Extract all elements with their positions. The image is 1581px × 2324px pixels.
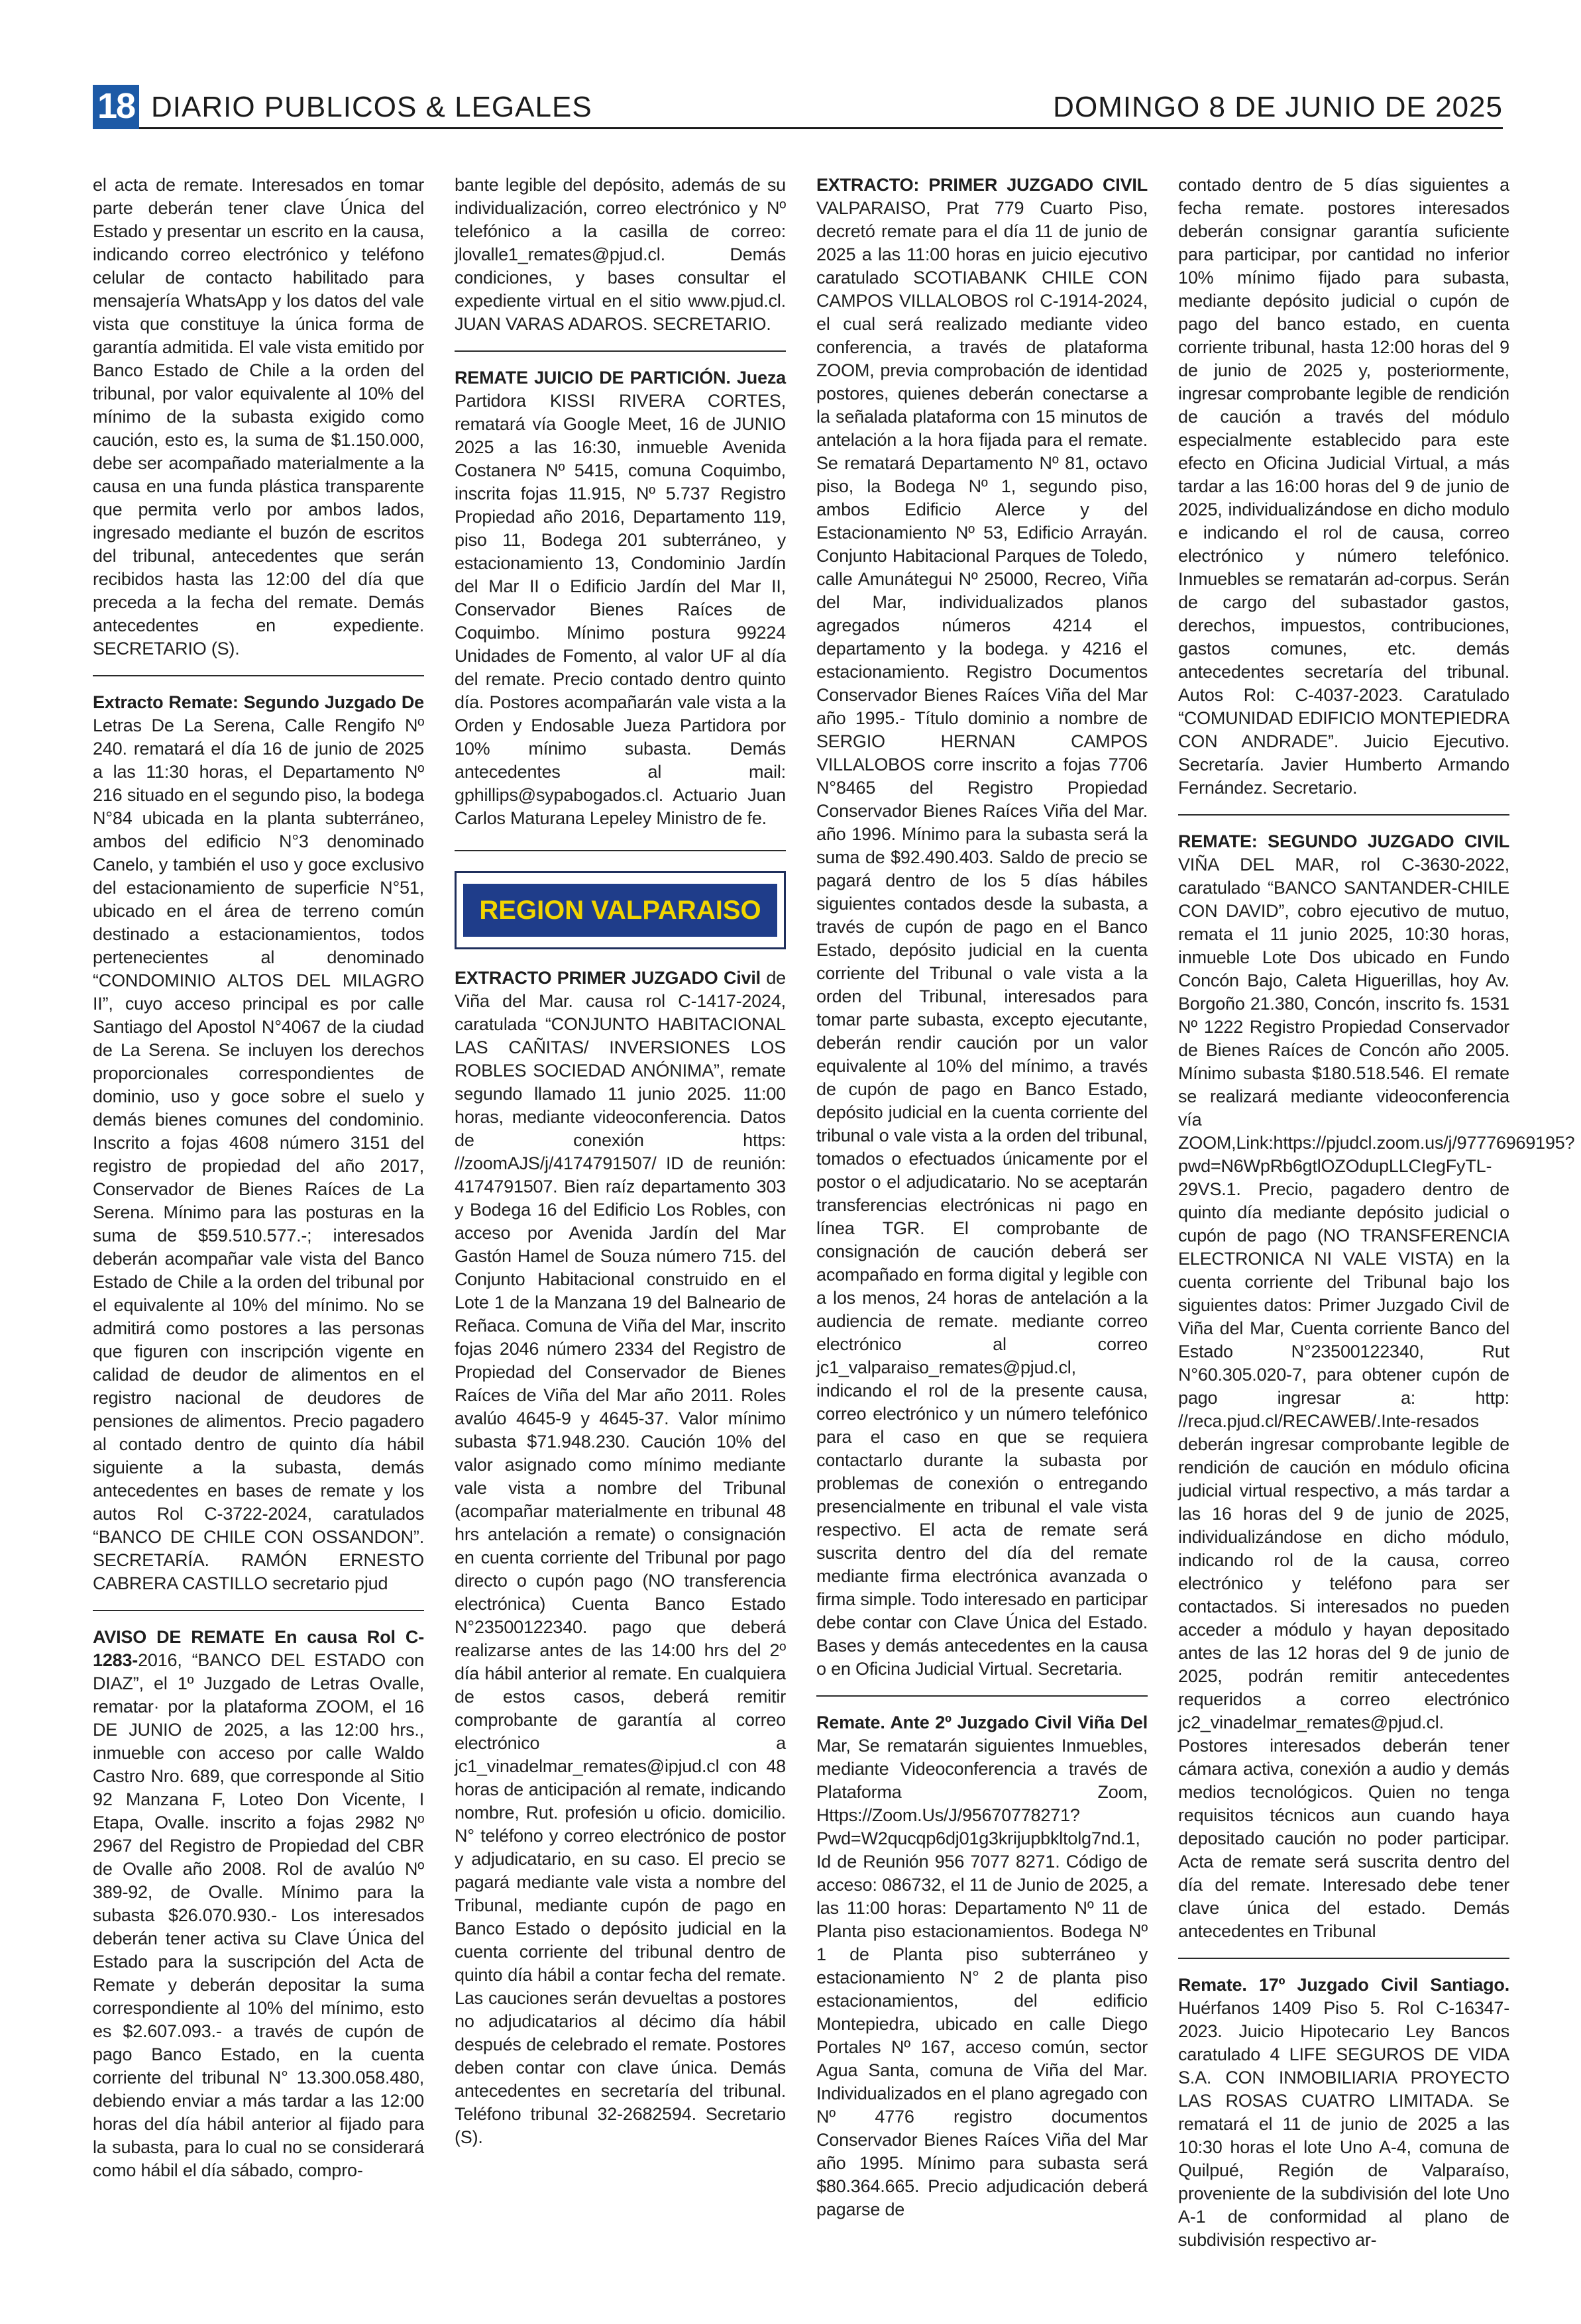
notice-vina-primer-juzgado [455, 967, 786, 2149]
notice-divider [93, 1610, 424, 1611]
notice-heading: REMATE JUICIO DE PARTICIÓN. Jueza [455, 368, 786, 388]
notice-heading: EXTRACTO PRIMER JUZGADO Civil [455, 968, 761, 988]
notice-body: Partidora KISSI RIVERA CORTES, rematará vía Google Meet, 16 de JUNIO 2025 a las 16:30, inmueble Avenida Costanera Nº 5415, comuna Coquimbo, inscrita fojas 11.915, Nº 5.737 Registro Propiedad año 2016, Departamento 119, piso 11, Bodega 201 subterráneo, y estacionamiento 13, Condominio Jardín del Mar II o Edificio Jardín del Mar II, Conservador Bienes Raíces de Coquimbo. Mínimo postura 99224 Unidades de Fomento, al valor UF al día del remate. Precio contado dentro quinto día. Postores acompañarán vale vista a la Orden y Endosable Jueza Partidora por 10% mínimo subasta. Demás antecedentes al mail: gphillips@sypabogados.cl. Actuario Juan Carlos Maturana Lepeley Ministro de fe. [455, 391, 786, 828]
notice-continuation [93, 174, 424, 660]
notice-divider [93, 675, 424, 676]
notice-heading: Remate. 17º Juzgado Civil Santiago. [1178, 1975, 1509, 1995]
notice-vina-segundo-juzgado [816, 1711, 1148, 2221]
notice-divider [816, 1695, 1148, 1697]
notice-divider [455, 350, 786, 352]
notice-divider [455, 850, 786, 851]
notice-body: 2016, “BANCO DEL ESTADO con DIAZ”, el 1º Juzgado de Letras Ovalle, rematar· por la plataforma ZOOM, el 16 DE JUNIO de 2025, a las 12:00 hrs., inmueble con acceso por calle Waldo Castro Nro. 689, que corresponde al Sitio 92 Manzana F, Loteo Don Vicente, I Etapa, Ovalle. inscrito a fojas 2982 Nº 2967 del Registro de Propiedad del CBR de Ovalle año 2008. Rol de avalúo Nº 389-92, de Ovalle. Mínimo para la subasta $26.070.930.- Los interesados deberán tener activa su Clave Única del Estado para la suscripción del Acta de Remate y deberán depositar la suma correspondiente al 10% del mínimo, esto es $2.607.093.- a través de cupón de pago Banco Estado, en la cuenta corriente del tribunal N° 13.300.058.480, debiendo enviar a más tardar a las 12:00 horas del día hábil anterior al fijado para la subasta, para lo cual no se considerará como hábil el día sábado, compro- [93, 1650, 424, 2180]
notice-body: el acta de remate. Interesados en tomar parte deberán tener clave Única del Estado y presentar un escrito en la causa, indicando correo electrónico y teléfono celular de contacto habilitado para mensajería WhatsApp y los datos del vale vista que constituye la única forma de garantía admitida. El vale vista emitido por Banco Estado de Chile a la orden del tribunal, por valor equivalente al 10% del mínimo de la subasta exigido como caución, esto es, la suma de $1.150.000, debe ser acompañado materialmente a la causa en una funda plástica transparente que permita verlo por ambos lados, ingresado mediante el buzón de escritos del tribunal, antecedentes que serán recibidos hasta las 12:00 del día que preceda a la fecha del remate. Demás antecedentes en expediente. SECRETARIO (S). [93, 175, 424, 659]
column-4 [1178, 174, 1575, 2252]
notice-concon [1178, 830, 1575, 1943]
notice-body: bante legible del depósito, además de su individualización, correo electrónico y Nº telefónico a la casilla de correo: jlovalle1_remates@pjud.cl. Demás condiciones, y bases consultar el expediente virtual en el sitio www.pjud.cl. JUAN VARAS ADAROS. SECRETARIO. [455, 175, 786, 334]
column-1 [93, 174, 424, 2182]
header-rule [93, 127, 1503, 129]
notice-particion [455, 366, 786, 830]
region-banner-label: REGION VALPARAISO [463, 884, 777, 937]
issue-date: DOMINGO 8 DE JUNIO DE 2025 [1053, 91, 1503, 123]
notice-ovalle [93, 1626, 424, 2182]
notice-continuation [455, 174, 786, 336]
notice-body: de Viña del Mar. causa rol C-1417-2024, caratulada “CONJUNTO HABITACIONAL LAS CAÑITAS/ INVERSIONES LOS ROBLES SOCIEDAD ANÓNIMA”, remate segundo llamado 11 junio 2025. 11:00 horas, mediante videoconferencia. Datos de conexión https: //zoomAJS/j/4174791507/ ID de reunión: 4174791507. Bien raíz departamento 303 y Bodega 16 del Edificio Los Robles, con acceso por Avenida Jardín del Mar Gastón Hamel de Souza número 715. del Conjunto Habitacional construido en el Lote 1 de la Manzana 19 del Balneario de Reñaca. Comuna de Viña del Mar, inscrito fojas 2046 número 2334 del Registro de Propiedad del Conservador de Bienes Raíces de Viña del Mar año 2011. Roles avalúo 4645-9 y 4645-37. Valor mínimo subasta $71.948.230. Caución 10% del valor asignado como mínimo mediante vale vista a nombre del Tribunal (acompañar materialmente en tribunal 48 hrs antelación a remate) o consignación en cuenta corriente del Tribunal por pago directo o cupón pago (NO transferencia electrónica) Cuenta Banco Estado N°23500122340. pago que deberá realizarse antes de las 14:00 hrs del 2º día hábil anterior al remate. En cualquiera de estos casos, deberá remitir comprobante de garantía al correo electrónico a jc1_vinadelmar_remates@ipjud.cl con 48 horas de anticipación al remate, indicando nombre, Rut. profesión u oficio. domicilio. N° teléfono y correo electrónico de postor y adjudicatario, en su caso. El precio se pagará mediante vale vista a nombre del Tribunal, mediante cupón de pago en Banco Estado o depósito judicial en la cuenta corriente del tribunal dentro de quinto día hábil a contar fecha del remate. Las cauciones serán devueltas a postores no adjudicatarios al décimo día hábil después de celebrado el remate. Postores deben contar con clave única. Demás antecedentes en secretaría del tribunal. Teléfono tribunal 32-2682594. Secretario (S). [455, 968, 786, 2147]
notice-continuation [1178, 174, 1509, 800]
notice-body: Letras De La Serena, Calle Rengifo Nº 240. rematará el día 16 de junio de 2025 a las 11:30 horas, el Departamento Nº 216 situado en el segundo piso, la bodega N°84 ubicada en la planta subterráneo, ambos del edificio N°3 denominado Canelo, y también el uso y goce exclusivo del estacionamiento de superficie N°51, ubicado en el área de terreno común destinado a estacionamientos, todos pertenecientes al denominado “CONDOMINIO ALTOS DEL MILAGRO II”, cuyo acceso principal es por calle Santiago del Apostol N°4067 de la ciudad de La Serena. Se incluyen los derechos proporcionales correspondientes de dominio, uso y goce sobre el suelo y demás bienes comunes del condominio. Inscrito a fojas 4608 número 3151 del registro de propiedad del año 2017, Conservador de Bienes Raíces de La Serena. Mínimo para las posturas en la suma de $59.510.577.-; interesados deberán acompañar vale vista del Banco Estado de Chile a la orden del tribunal por el equivalente al 10% del mínimo. No se admitirá como postores a las personas que figuren con inscripción vigente en calidad de deudor de alimentos en el registro nacional de deudores de pensiones de alimentos. Precio pagadero al contado dentro de quinto día hábil siguiente a la subasta, demás antecedentes en bases de remate y los autos Rol C-3722-2024, caratulados “BANCO DE CHILE CON OSSANDON”. SECRETARÍA. RAMÓN ERNESTO CABRERA CASTILLO secretario pjud [93, 715, 424, 1593]
notice-valparaiso [816, 174, 1148, 1681]
page-number: 18 [93, 85, 139, 127]
notice-body: Huérfanos 1409 Piso 5. Rol C-16347-2023. Juicio Hipotecario Ley Bancos caratulado 4 LIFE SEGUROS DE VIDA S.A. CON INMOBILIARIA PROYECTO LAS ROSAS CUATRO LIMITADA. Se rematará el 11 de junio de 2025 a las 10:30 horas el lote Uno A-4, comuna de Quilpué, Región de Valparaíso, proveniente de la subdivisión del lote Uno A-1 de conformidad al plano de subdivisión respectivo ar- [1178, 1998, 1509, 2250]
header-rule-accent [93, 127, 139, 129]
column-3 [816, 174, 1148, 2221]
paper-name: DIARIO PUBLICOS & LEGALES [151, 91, 592, 123]
notice-heading: REMATE: SEGUNDO JUZGADO CIVIL [1178, 831, 1509, 851]
notice-la-serena [93, 691, 424, 1595]
page-header [93, 85, 1503, 127]
notice-body: Mar, Se rematarán siguientes Inmuebles, mediante Videoconferencia a través de Plataforma Zoom, Https://Zoom.Us/J/95670778271?Pwd=W2qucqp6dj01g3krijupbkltolg7nd.1, Id de Reunión 956 7077 8271. Código de acceso: 086732, el 11 de Junio de 2025, a las 11:00 horas: Departamento Nº 11 de Planta piso estacionamientos. Bodega Nº 1 de Planta piso subterráneo y estacionamiento N° 2 de planta piso estacionamientos, del edificio Montepiedra, ubicado en calle Diego Portales Nº 167, acceso común, sector Agua Santa, comuna de Viña del Mar. Individualizados en el plano agregado con Nº 4776 registro documentos Conservador Bienes Raíces Viña del Mar año 1995. Mínimo para subasta será $80.364.665. Precio adjudicación deberá pagarse de [816, 1736, 1148, 2219]
notice-body: contado dentro de 5 días siguientes a fecha remate. postores interesados deberán consignar garantía suficiente para participar, por cantidad no inferior 10% mínimo fijado para subasta, mediante depósito judicial o cupón de pago del banco estado, en cuenta corriente tribunal, hasta 12:00 horas del 9 de junio de 2025 y, posteriormente, ingresar comprobante legible de rendición de caución a través del módulo especialmente establecido para este efecto en Oficina Judicial Virtual, a más tardar a las 16:00 horas del 9 de junio de 2025, individualizándose en dicho modulo e indicando el rol de causa, correo electrónico y número telefónico. Inmuebles se rematarán ad-corpus. Serán de cargo del subastador gastos, derechos, impuestos, contribuciones, gastos comunes, etc. demás antecedentes secretaría del tribunal. Autos Rol: C-4037-2023. Caratulado “COMUNIDAD EDIFICIO MONTEPIEDRA CON ANDRADE”. Juicio Ejecutivo. Secretaría. Javier Humberto Armando Fernández. Secretario. [1178, 175, 1509, 798]
notice-heading: AVISO DE REMATE En causa Rol C-1283- [93, 1627, 424, 1670]
notice-divider [1178, 1958, 1509, 1959]
region-banner [455, 871, 786, 949]
notice-divider [1178, 814, 1509, 816]
notice-body: VIÑA DEL MAR, rol C-3630-2022, caratulado “BANCO SANTANDER-CHILE CON DAVID”, cobro ejecutivo de mutuo, remata el 11 junio 2025, 10:30 horas, inmueble Lote Dos ubicado en Fundo Concón Bajo, Caleta Higuerillas, hoy Av. Borgoño 21.380, Concón, inscrito fs. 1531 Nº 1222 Registro Propiedad Conservador de Bienes Raíces de Concón año 2005. Mínimo subasta $180.518.546. El remate se realizará mediante videoconferencia vía ZOOM,Link:https://pjudcl.zoom.us/j/97776969195?pwd=N6WpRb6gtlOZOdupLLCIegFyTL-29VS.1. Precio, pagadero dentro de quinto día mediante depósito judicial o cupón de pago (NO TRANSFERENCIA ELECTRONICA NI VALE VISTA) en la cuenta corriente del Tribunal bajo los siguientes datos: Primer Juzgado Civil de Viña del Mar, Cuenta corriente Banco del Estado N°23500122340, Rut N°60.305.020-7, para obtener cupón de pago ingresar a: http: //reca.pjud.cl/RECAWEB/.Inte-resados deberán ingresar comprobante legible de rendición de caución en módulo oficina judicial virtual respectivo, a más tardar a las 16 horas del 9 de junio de 2025, individualizándose en dicho módulo, indicando rol de la causa, correo electrónico y teléfono para ser contactados. Si interesados no pueden acceder a módulo y hayan depositado antes de las 12 horas del 9 de junio de 2025, podrán remitir antecedentes requeridos a correo electrónico jc2_vinadelmar_remates@pjud.cl. Postores interesados deberán tener cámara activa, conexión a audio y demás medios tecnológicos. Quien no tenga requisitos técnicos aun cuando haya depositado caución no poder participar. Acta de remate será suscrita dentro del día del remate. Interesado debe tener clave única del estado. Demás antecedentes en Tribunal [1178, 855, 1575, 1941]
notice-heading: Extracto Remate: Segundo Juzgado De [93, 692, 424, 712]
column-2 [455, 174, 786, 2149]
notice-santiago [1178, 1974, 1509, 2252]
notice-heading: EXTRACTO: PRIMER JUZGADO CIVIL [816, 175, 1148, 195]
notice-heading: Remate. Ante 2º Juzgado Civil Viña Del [816, 1713, 1148, 1732]
notice-body: VALPARAISO, Prat 779 Cuarto Piso, decretó remate para el día 11 de junio de 2025 a las 11:00 horas en juicio ejecutivo caratulado SCOTIABANK CHILE CON CAMPOS VILLALOBOS rol C-1914-2024, el cual será realizado mediante video conferencia, a través de plataforma ZOOM, previa comprobación de identidad postores, quienes deberán conectarse a la señalada plataforma con 15 minutos de antelación a la hora fijada para el remate. Se rematará Departamento Nº 81, octavo piso, la Bodega Nº 1, segundo piso, ambos Edificio Alerce y del Estacionamiento Nº 53, Edificio Arrayán. Conjunto Habitacional Parques de Toledo, calle Amunátegui Nº 25000, Recreo, Viña del Mar, individualizados planos agregados números 4214 el departamento y la bodega. y 4216 el estacionamiento. Registro Documentos Conservador Bienes Raíces Viña del Mar año 1995.- Título dominio a nombre de SERGIO HERNAN CAMPOS VILLALOBOS corre inscrito a fojas 7706 N°8465 del Registro Propiedad Conservador Bienes Raíces Viña del Mar. año 1996. Mínimo para la subasta será la suma de $92.490.403. Saldo de precio se pagará dentro de los 5 días hábiles siguientes contados desde la subasta, a través de cupón de pago en el Banco Estado, depósito judicial en la cuenta corriente del Tribunal o vale vista a la orden del Tribunal, interesados para tomar parte subasta, excepto ejecutante, deberán rendir caución por un valor equivalente al 10% del mínimo, a través de cupón de pago en Banco Estado, depósito judicial en la cuenta corriente del tribunal o vale vista a la orden del tribunal, tomados o efectuados únicamente por el postor o el adjudicatario. No se aceptarán transferencias electrónicas ni pago en línea TGR. El comprobante de consignación de caución deberá ser acompañado en forma digital y legible con a los menos, 24 horas de antelación a la audiencia de remate. mediante correo electrónico al correo jc1_valparaiso_remates@pjud.cl, indicando el rol de la presente causa, correo electrónico y un número telefónico para el caso en que se requiera contactarlo durante la subasta por problemas de conexión o entregando presencialmente en tribunal el vale vista respectivo. El acta de remate será suscrita dentro del día del remate mediante firma electrónica avanzada o firma simple. Todo interesado en participar debe contar con Clave Única del Estado. Bases y demás antecedentes en la causa o en Oficina Judicial Virtual. Secretaria. [816, 198, 1148, 1679]
